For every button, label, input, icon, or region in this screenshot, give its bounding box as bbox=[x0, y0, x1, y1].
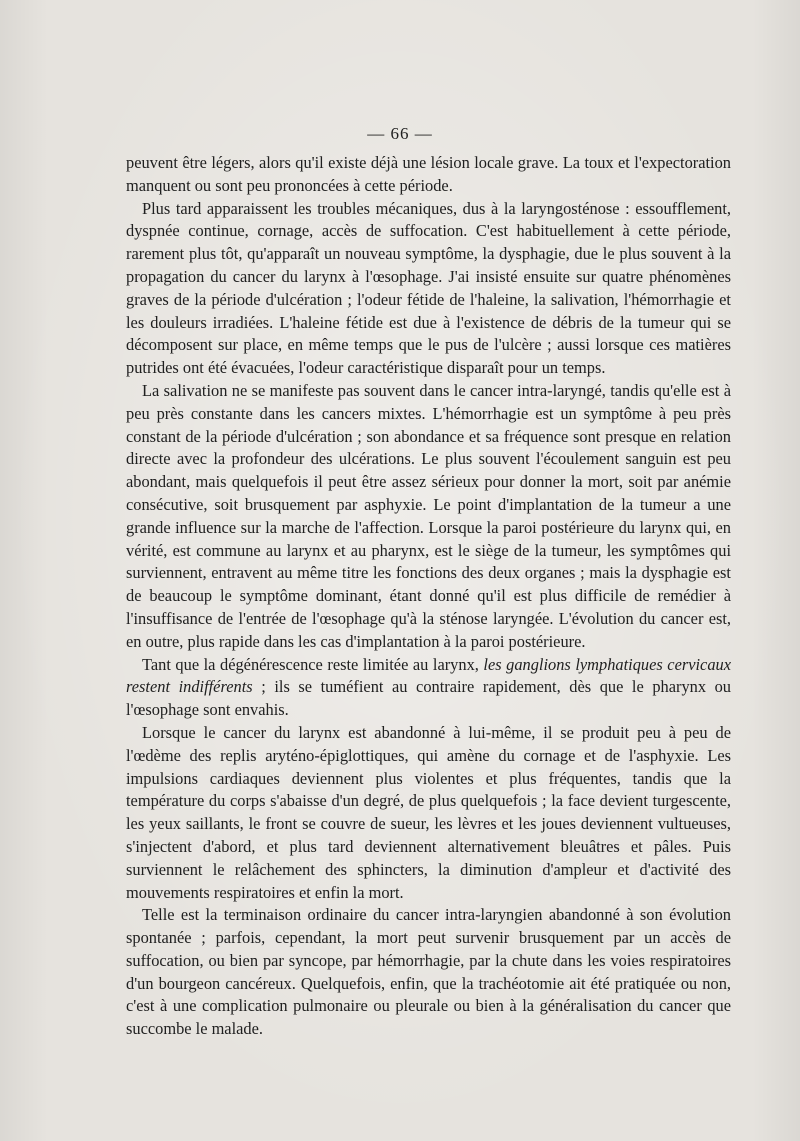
paragraph-4-italic: les ganglions lymphatiques cervicaux restent indifférents bbox=[126, 654, 731, 697]
paragraph-3: La salivation ne se manifeste pas souvent dans le cancer intra-laryngé, tandis qu'elle est à peu près constante dans les cancers mixtes. L'hémorrhagie est un symptôme à peu près constant de la période d'ulcération ; son abondance et sa fréquence sont presque en relation directe avec la profondeur des ulcérations. Le plus souvent l'écoulement sanguin est peu abondant, mais quelquefois il peut être assez sérieux pour donner la mort, soit par anémie consécutive, soit brusquement par asphyxie. Le point d'implantation de la tumeur a une grande influence sur la marche de l'affection. Lorsque la paroi postérieure du larynx qui, en vérité, est commune au larynx et au pharynx, est le siège de la tumeur, les symptômes qui surviennent, entravent au même titre les fonctions des deux organes ; mais la dysphagie est de beaucoup le symptôme dominant, étant donné qu'il est plus difficile de remédier à l'insuffisance de l'entrée de l'œsophage qu'à la sténose laryngée. L'évolution du cancer est, en outre, plus rapide dans les cas d'implantation à la paroi postérieure. bbox=[126, 380, 731, 651]
page-number: — 66 — bbox=[367, 124, 433, 143]
paragraph-4 bbox=[126, 654, 731, 722]
paragraph-2: Plus tard apparaissent les troubles mécaniques, dus à la laryngosténose : essoufflement, dyspnée continue, cornage, accès de suffocation. C'est habituellement à cette période, rarement plus tôt, qu'apparaît un nouveau symptôme, la dysphagie, due le plus souvent à la propagation du cancer du larynx à l'œsophage. J'ai insisté ensuite sur quatre phénomènes graves de la période d'ulcération ; l'odeur fétide de l'haleine, la salivation, l'hémorrhagie et les douleurs irradiées. L'haleine fétide est due à l'existence de débris de la tumeur qui se décomposent sur place, en même temps que le pus de l'ulcère ; aussi lorsque ces matières putrides ont été évacuées, l'odeur caractéristique disparaît pour un temps. bbox=[126, 198, 731, 378]
paragraph-1: peuvent être légers, alors qu'il existe déjà une lésion locale grave. La toux et l'expectoration manquent ou sont peu prononcées à cette période. bbox=[126, 153, 731, 195]
body-text bbox=[126, 152, 731, 1041]
paragraph-4-tail: ; ils se tuméfient au contraire rapidement, dès que le pharynx ou l'œsophage sont envahis. bbox=[126, 677, 732, 720]
paragraph-4-lead: Tant que la dégénérescence reste limitée au larynx, bbox=[142, 654, 484, 674]
paragraph-6: Telle est la terminaison ordinaire du cancer intra-laryngien abandonné à son évolution spontanée ; parfois, cependant, la mort peut survenir brusquement par un accès de suffocation, ou bien par syncope, par hémorrhagie, par la chute dans les voies respiratoires d'un bourgeon cancéreux. Quelquefois, enfin, que la trachéotomie ait été pratiquée ou non, c'est à une complication pulmonaire ou pleurale ou bien à la généralisation du cancer que succombe le malade. bbox=[126, 905, 731, 1039]
paragraph-5: Lorsque le cancer du larynx est abandonné à lui-même, il se produit peu à peu de l'œdème des replis aryténo-épiglottiques, qui amène du cornage et de l'asphyxie. Les impulsions cardiaques deviennent plus violentes et plus fréquentes, tandis que la température du corps s'abaisse d'un degré, de plus quelquefois ; la face devient turgescente, les yeux saillants, le front se couvre de sueur, les lèvres et les joues deviennent vultueuses, s'injectent d'abord, et plus tard deviennent alternativement bleuâtres et pâles. Puis surviennent le relâchement des sphincters, la diminution d'ampleur et d'activité des mouvements respiratoires et enfin la mort. bbox=[126, 722, 731, 902]
